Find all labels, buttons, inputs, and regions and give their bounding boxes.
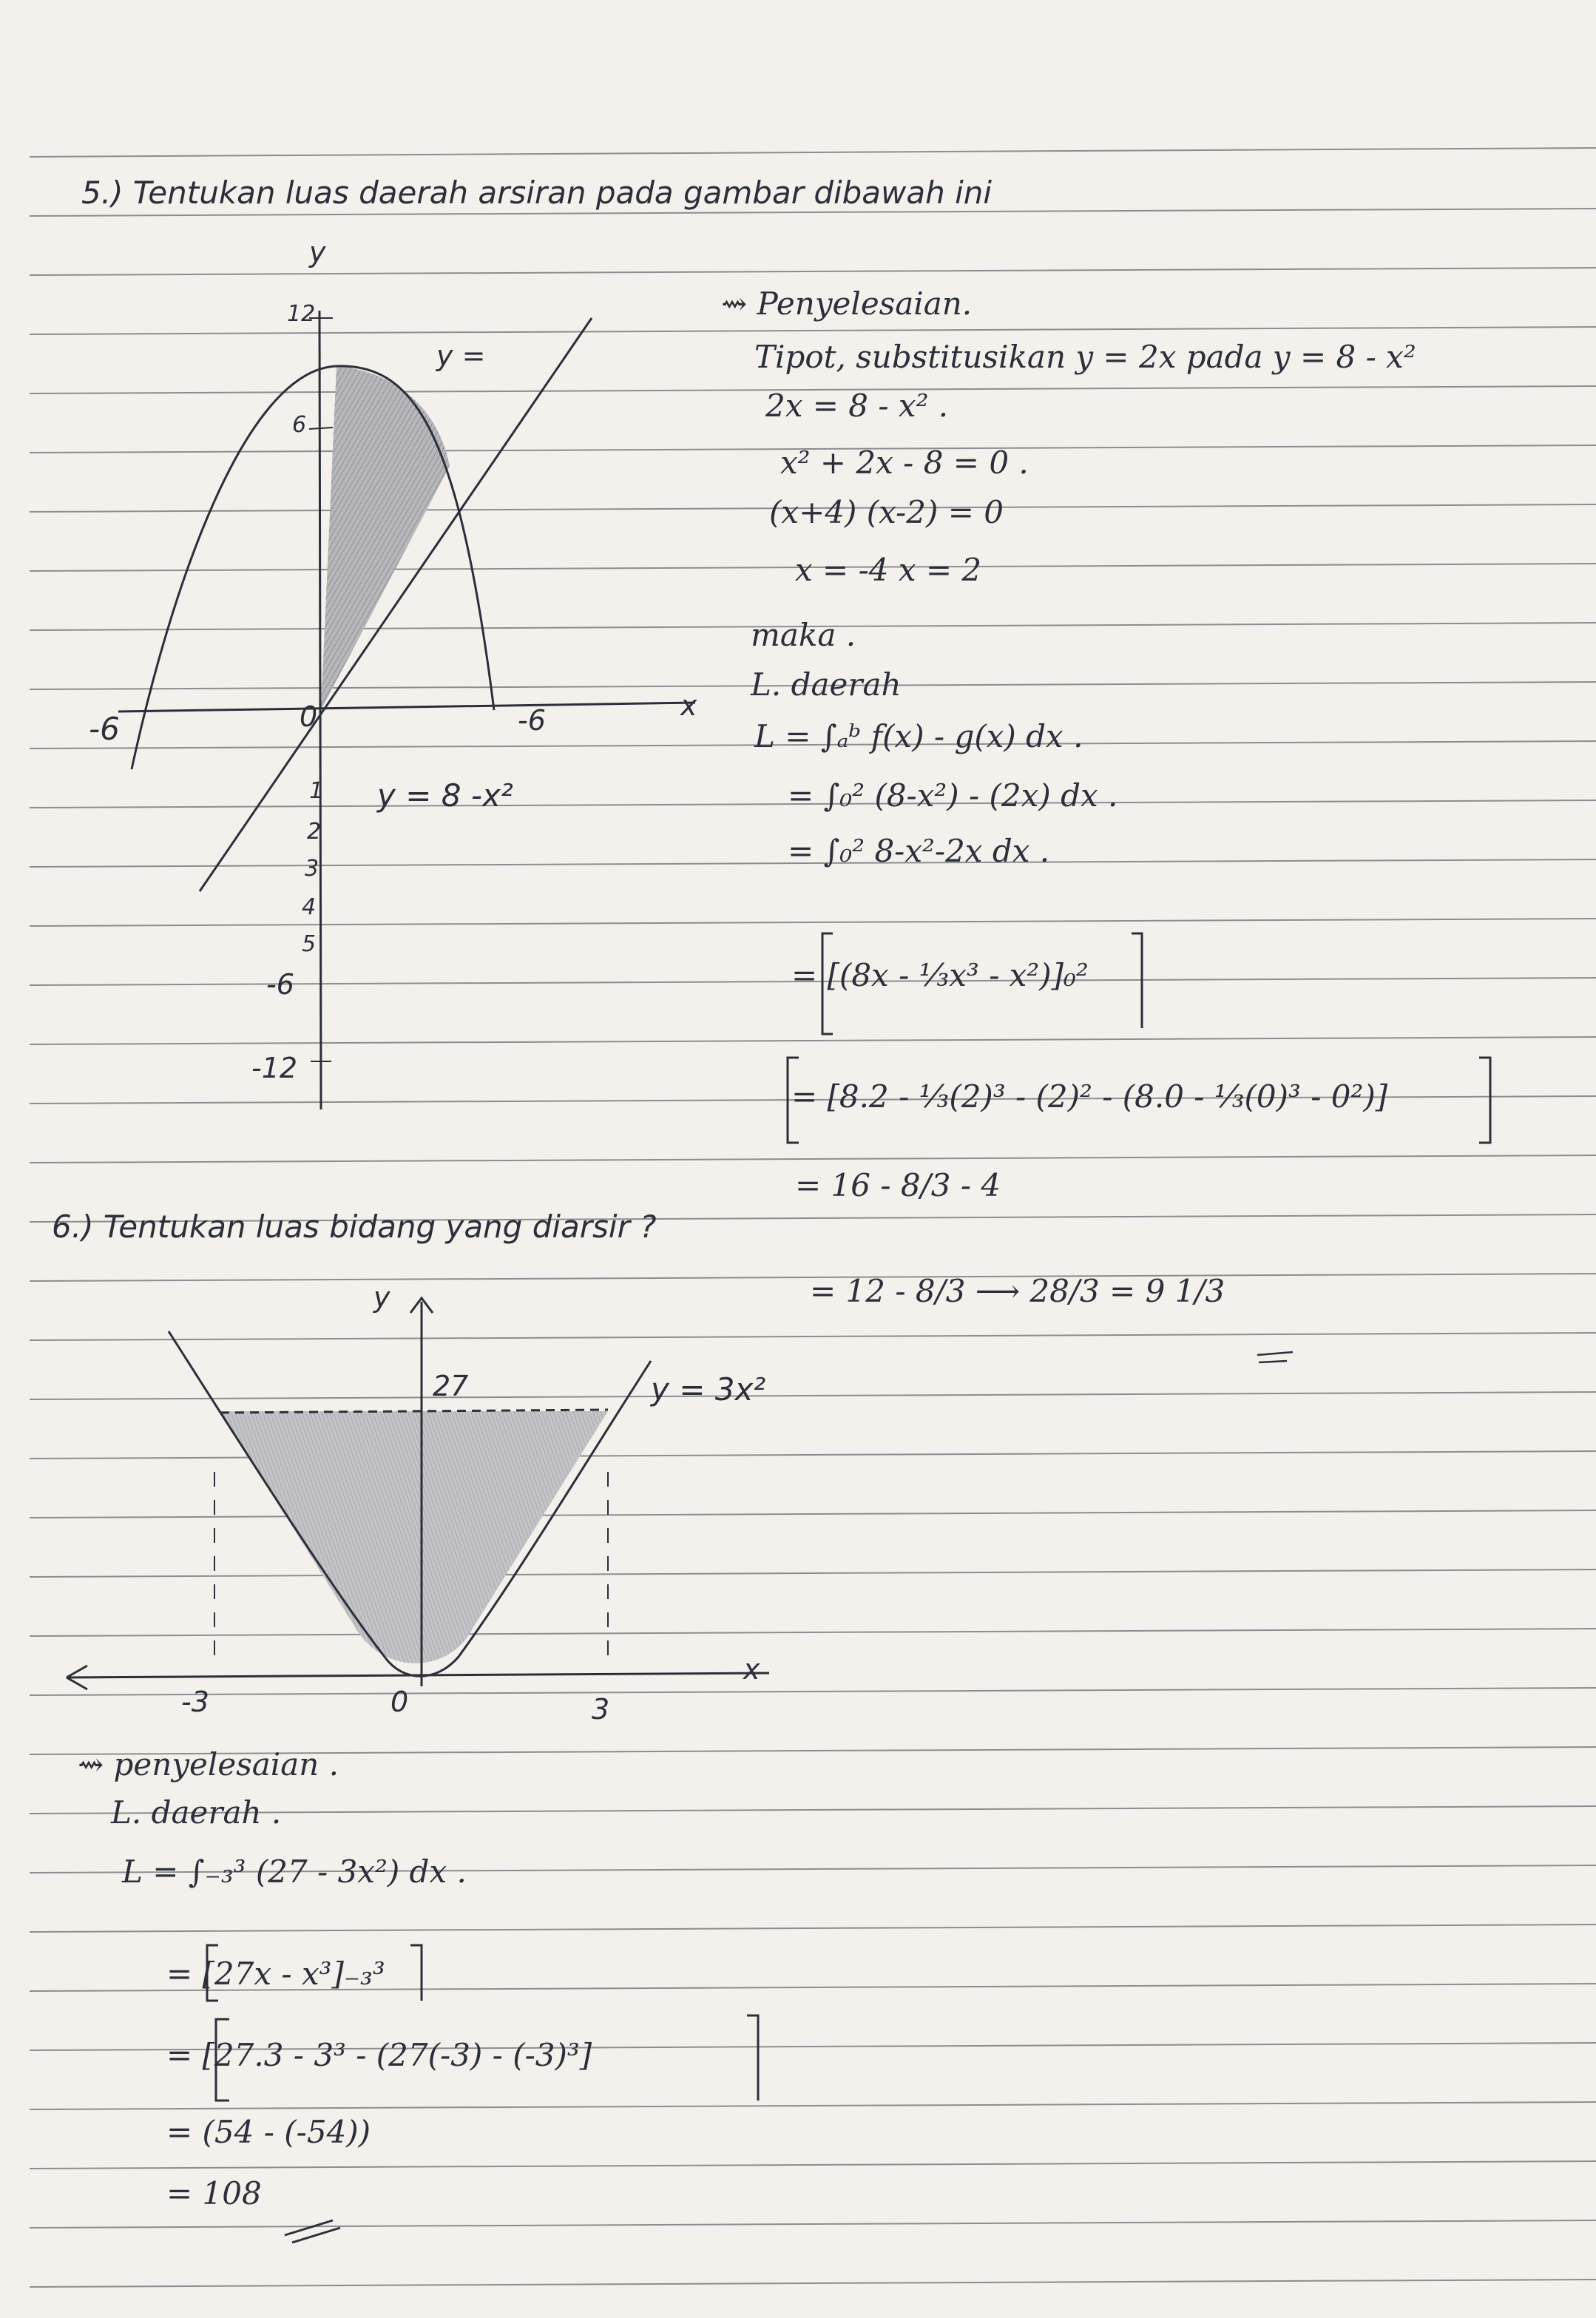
graph-problem-6 <box>67 1298 769 1689</box>
solution-5-line-11: = [(8x - ⅓x³ - x²)]₀² <box>791 957 1089 993</box>
tick-minus6-left: -6 <box>89 711 120 747</box>
axis-label-x-5: x <box>680 689 697 722</box>
label-curve-6: y = 3x² <box>651 1371 766 1408</box>
tick-minus12: -12 <box>251 1052 298 1084</box>
solution-5-line-3: x² + 2x - 8 = 0 . <box>780 445 1029 481</box>
solution-5-line-7: L. daerah <box>751 666 902 703</box>
tick-27: 27 <box>433 1370 469 1402</box>
answer-underline-6 <box>285 2220 340 2243</box>
solution-6-line-3: = [27x - x³]₋₃³ <box>166 1956 385 1992</box>
scale-2: 2 <box>307 819 322 845</box>
graph-problem-5 <box>118 311 695 1109</box>
scale-5: 5 <box>302 931 317 957</box>
solution-5-line-1: Tipot, substitusikan y = 2x pada y = 8 - x² <box>754 339 1416 375</box>
solution-5-line-9: = ∫₀² (8-x²) - (2x) dx . <box>788 777 1118 814</box>
y-axis-5 <box>319 311 321 1109</box>
solution-6-line-0: ⇝ penyelesaian . <box>78 1746 339 1783</box>
solution-6-line-1: L. daerah . <box>111 1794 282 1831</box>
question-6: 6.) Tentukan luas bidang yang diarsir ? <box>52 1209 657 1245</box>
solution-6-line-2: L = ∫₋₃³ (27 - 3x²) dx . <box>122 1854 467 1890</box>
solution-5-line-13: = 16 - 8/3 - 4 <box>795 1167 1001 1203</box>
origin-5: 0 <box>300 700 318 733</box>
solution-5-line-8: L = ∫ₐᵇ f(x) - g(x) dx . <box>754 718 1083 754</box>
answer-underline-5 <box>1257 1352 1293 1362</box>
shaded-region-6 <box>220 1411 608 1663</box>
tick-3: 3 <box>592 1693 610 1726</box>
axis-label-y-6: y <box>373 1281 390 1314</box>
shaded-region-5 <box>321 366 450 710</box>
solution-5-line-14: = 12 - 8/3 ⟶ 28/3 = 9 1/3 <box>810 1273 1225 1309</box>
solution-5-line-10: = ∫₀² 8-x²-2x dx . <box>788 833 1050 869</box>
axis-label-x-6: x <box>743 1653 760 1686</box>
tick-minus6-right: -6 <box>518 704 546 737</box>
solution-5-line-12: = [8.2 - ⅓(2)³ - (2)² - (8.0 - ⅓(0)³ - 0²)] <box>791 1078 1388 1115</box>
solution-5-line-0: ⇝ Penyelesaian. <box>721 285 973 322</box>
solution-6-line-6: = 108 <box>166 2175 262 2211</box>
origin-6: 0 <box>390 1686 409 1718</box>
solution-6-line-5: = (54 - (-54)) <box>166 2114 371 2150</box>
x-axis-5 <box>118 703 695 712</box>
solution-5-line-2: 2x = 8 - x² . <box>765 388 949 424</box>
solution-5-line-6: maka . <box>751 617 856 653</box>
tick-6: 6 <box>292 412 307 438</box>
tick-minus6-down: -6 <box>266 968 294 1001</box>
label-y-eq: y = <box>436 339 486 372</box>
label-curve-5: y = 8 -x² <box>377 777 513 814</box>
solution-6-line-4: = [27.3 - 3³ - (27(-3) - (-3)³] <box>166 2037 592 2073</box>
axis-label-y-5: y <box>309 236 326 268</box>
scale-4: 4 <box>302 894 317 920</box>
question-5: 5.) Tentukan luas daerah arsiran pada gambar dibawah ini <box>81 175 993 211</box>
solution-5-line-4: (x+4) (x-2) = 0 <box>769 494 1004 530</box>
tick-minus3: -3 <box>181 1686 209 1718</box>
tick-12: 12 <box>287 301 316 327</box>
solution-5-line-5: x = -4 x = 2 <box>795 552 982 588</box>
scale-3: 3 <box>305 856 319 882</box>
scale-1: 1 <box>309 778 324 804</box>
